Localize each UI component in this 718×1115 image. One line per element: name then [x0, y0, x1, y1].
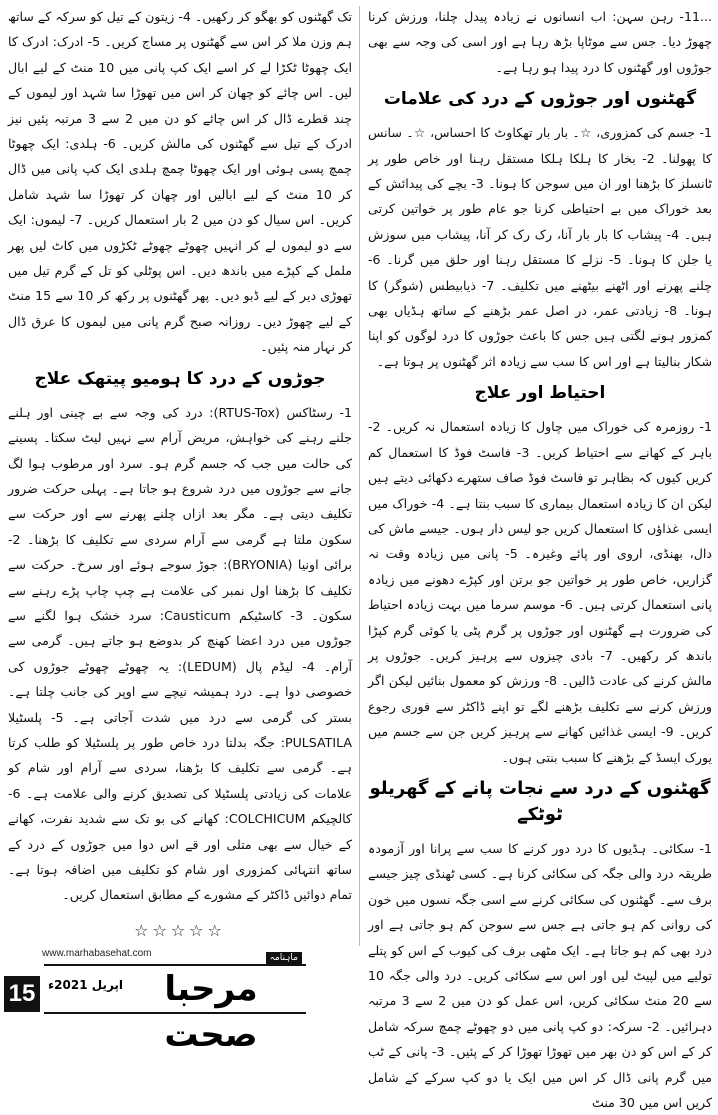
left-column	[8, 4, 352, 943]
page-footer	[4, 948, 348, 1055]
precaution-text: 1- روزمرہ کی خوراک میں چاول کا زیادہ استعمال نہ کریں۔ 2- باہر کے کھانے سے احتیاط کریں۔ 3- فاسٹ فوڈ کا استعمال کم کریں کیوں کہ بظاہر تو فاسٹ فوڈ صاف ستھرے دکھائی دیتے ہیں لیکن ان کا زیادہ استعمال بیماری کا سبب بنتا ہے۔ 4- خوراک میں ایسی غذاؤں کا استعمال کریں جو لیس دار ہوں۔ جیسے ماش کی دال، بھنڈی، اروی اور پائے وغیرہ۔ 5- پانی میں زیادہ وقت نہ گزاریں، خاص طور پر خواتین جو برتن اور کپڑے دھونے میں زیادہ پانی استعمال کرتی ہیں۔ 6- موسم سرما میں بہت زیادہ احتیاط کی ضرورت ہے گھٹنوں اور جوڑوں پر گرم پٹی یا کوئی گرم کپڑا باندھ کر رکھیں۔ 7- بادی چیزوں سے پرہیز کریں۔ جوڑوں پر مالش کرنے کی عادت ڈالیں۔ 8- ورزش کو معمول بنائیں لیکن اگر ورزش کرنے سے تکلیف بڑھنے لگے تو اپنے ڈاکٹر سے فوری رجوع کریں۔ 9- ایسی غذائیں کھانے سے پرہیز کریں جن سے جسم میں یورک ایسڈ کے بڑھنے کا سبب بنتی ہوں۔	[368, 419, 712, 765]
right-column	[368, 4, 712, 1115]
homeopathy-text: 1- رسٹاکس (RTUS-Tox): درد کی وجہ سے بے چینی اور ہلنے جلنے رہنے کی خواہش، مریض آرام سے نہیں لیٹ سکتا۔ پسینے کی حالت میں جب کہ جسم گرم ہو۔ سرد اور مرطوب ہوا لگ جانے سے جوڑوں میں درد شروع ہو جاتا ہے۔ پہلی حرکت ضرور تکلیف دیتی ہے۔ مگر بعد ازاں چلنے پھرنے سے اور حرکت سے سکون ملتا ہے گرمی سے آرام سردی سے تکلیف کا بڑھنا۔ 2- برائی اونیا (BRYONIA): جوڑ سوجے ہوئے اور سرخ۔ حرکت سے تکلیف کا بڑھنا اول نمبر کی علامت ہے چپ چاپ پڑے رہنے سے سکون۔ 3- کاسٹیکم Causticum: سرد خشک ہوا لگنے سے جوڑوں میں درد اعضا کھنچ کر بدوضع ہو جاتے ہیں۔ گرمی سے آرام۔ 4- لیڈم پال (LEDUM): یہ چھوٹے چھوٹے جوڑوں کی خصوصی دوا ہے۔ درد ہمیشہ نیچے سے اوپر کی جانب چلتا ہے۔ بستر کی گرمی سے درد میں شدت آجاتی ہے۔ 5- پلسٹیلا PULSATILA: جگہ بدلتا درد خاص طور پر پلسٹیلا کو طلب کرتا ہے۔ گرمی سے تکلیف کا بڑھنا، سردی سے آرام اور شام کو علامات کی زیادتی پلسٹیلا کی تصدیق کرنے والی علامت ہے۔ 6- کالچیکم COLCHICUM: کھانے کی بو تک سے شدید نفرت، کھانے کے خیال سے بھی متلی اور قے اس دوا میں جوڑوں کے درد کے ساتھ انتہائی کمزوری اور شام کو تکلیف میں اضافہ ہوتا ہے۔ تمام دوائیں ڈاکٹر کے مشورے کے مطابق استعمال کریں۔	[8, 404, 352, 903]
symptoms-text: 1- جسم کی کمزوری، ☆۔ بار بار تھکاوٹ کا احساس، ☆۔ سانس کا پھولنا۔ 2- بخار کا ہلکا ہلکا مستقل رہنا اور خاص طور پر ٹانسلز کا بڑھنا اور ان میں سوجن کا ہونا۔ 3- بچے کی پیدائش کے بعد خوراک میں بے احتیاطی کرنا جو عام طور پر خواتین کرتی ہیں۔ 4- پیشاب کا بار بار آنا، رک رک کر آنا، پیشاب میں سوزش یا جلن کا ہونا۔ 5- نزلے کا مستقل رہنا اور حلق میں گرنا۔ 6- چلنے پھرنے اور اٹھنے بیٹھنے میں تکلیف۔ 7- ذیابیطس (شوگر) کا ہونا۔ 8- زیادتی عمر، در اصل عمر بڑھنے کے ساتھ ہڈیاں بھی کمزور ہونے لگتی ہیں جس کا باعث جوڑوں کا درد لوگوں کو اپنا شکار بنالیتا ہے اور اس کا سب سے زیادہ اثر گھٹنوں پر ہوتا ہے۔	[368, 125, 713, 369]
remedies-heading: گھٹنوں کے درد سے نجات پانے کے گھریلو ٹوٹکے	[369, 777, 711, 825]
precaution-heading: احتیاط اور علاج	[474, 383, 606, 404]
stars-ornament: ☆☆☆☆☆	[134, 920, 226, 940]
column-divider	[359, 6, 360, 946]
issue-date: اپریل 2021ء	[48, 978, 124, 992]
left-column-intro: تک گھٹنوں کو بھگو کر رکھیں۔ 4- زیتون کے تیل کو سرکہ کے ساتھ ہم وزن ملا کر اس سے گھٹنوں پر مساج کریں۔ 5- ادرک: ادرک کا ایک چھوٹا ٹکڑا لے کر اسے ایک کپ پانی میں 10 منٹ کے لیے ابال لیں۔ اس چائے کو چھان کر اس میں تھوڑا سا شہد اور لیموں کے چند قطرے ڈال کر اس چائے کو دن میں 2 سے 3 مرتبہ پئیں نیز ادرک کے تیل سے گھٹنوں کی مالش کریں۔ 6- ہلدی: ایک چھوٹا چمچ پسی ہوئی اور ایک چھوٹا چمچ ہلدی ایک کپ پانی میں ڈال کر 10 منٹ کے لیے ابالیں اور چھان کر تھوڑا سا شہد شامل کریں۔ اس سیال کو دن میں 2 بار استعمال کریں۔ 7- لیموں: ایک سے دو لیموں لے کر انہیں چھوٹے چھوٹے ٹکڑوں میں کاٹ لیں پھر ململ کے کپڑے میں باندھ دیں۔ اس پوٹلی کو تل کے گرم تیل میں تھوڑی دیر کے لیے ڈبو دیں۔ پھر گھٹنوں پر رکھ کر 10 سے 15 منٹ کے لیے چھوڑ دیں۔ روزانہ صبح گرم پانی میں لیموں کا عرق ڈال کر نہار منہ پئیں۔	[8, 9, 352, 355]
symptoms-heading: گھٹنوں اور جوڑوں کے درد کی علامات	[383, 89, 697, 110]
monthly-label: ماہنامہ	[266, 952, 302, 965]
page-number: 15	[4, 976, 40, 1012]
magazine-name: مرحبا صحت	[164, 969, 258, 1055]
website-link[interactable]: www.marhabasehat.com	[42, 948, 152, 959]
homeopathy-heading: جوڑوں کے درد کا ہومیو پیتھک علاج	[34, 368, 326, 389]
right-column-intro: ...11- رہن سہن: اب انسانوں نے زیادہ پیدل چلنا، ورزش کرنا چھوڑ دیا۔ جس سے موٹاپا بڑھ رہا ہے اور اسی کی وجہ سے بھی جوڑوں اور گھٹنوں کا درد پیدا ہو رہا ہے۔	[368, 9, 712, 75]
remedies-text: 1- سکائی۔ ہڈیوں کا درد دور کرنے کا سب سے پرانا اور آزمودہ طریقہ درد والی جگہ کی سکائی کرنا ہے۔ کسی ٹھنڈی چیز جیسے برف سے۔ گھٹنوں کی سکائی کرنے سے اسی جگہ نسوں میں خون کی روانی کم ہو جاتی ہے جس سے سوجن کم ہو جاتی ہے اور درد بھی کم ہو جاتا ہے۔ ایک مٹھی برف کی کیوب کے اس کو پتلے تولیے میں لپیٹ لیں اور اس سے سکائی کریں۔ درد والی جگہ 10 سے 20 منٹ سکائی کریں، اس عمل کو دن میں 2 سے 3 مرتبہ دہرائیں۔ 2- سرکہ: دو کپ پانی میں دو چھوٹے چمچ سرکہ شامل کر کے اس کو دن بھر میں تھوڑا تھوڑا کر کے پئیں۔ 3- پانی کے ٹب میں گرم پانی ڈال کر اس میں ایک یا دو کپ سرکے کے شامل کریں اس میں 30 منٹ	[368, 840, 713, 1111]
